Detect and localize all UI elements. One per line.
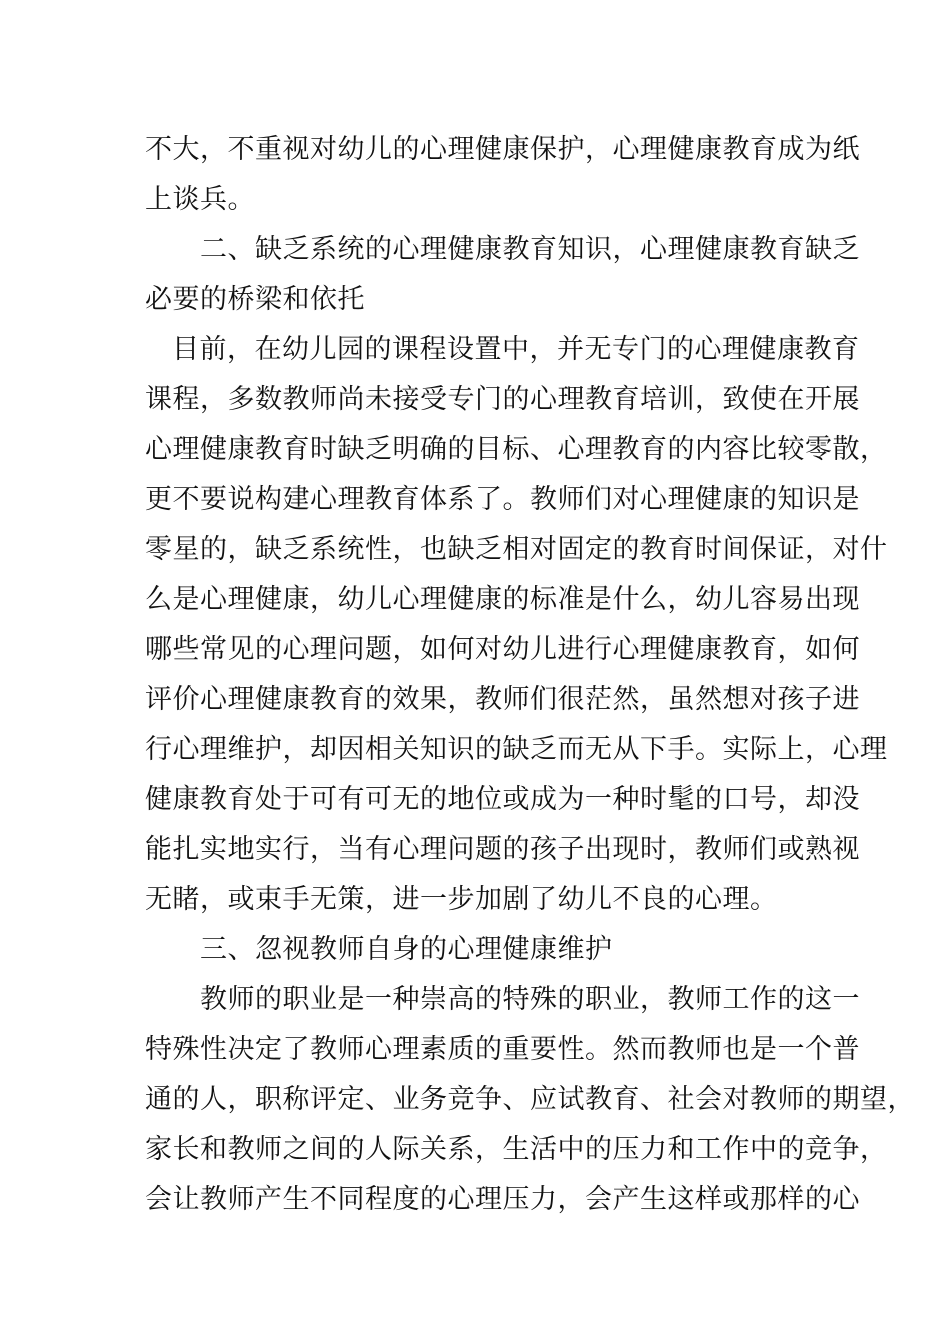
text-line: 零星的，缺乏系统性，也缺乏相对固定的教育时间保证，对什 xyxy=(145,534,888,565)
text-line: 行心理维护，却因相关知识的缺乏而无从下手。实际上，心理 xyxy=(145,734,888,765)
section-heading: 三、忽视教师自身的心理健康维护 xyxy=(200,934,613,965)
section-heading: 二、缺乏系统的心理健康教育知识，心理健康教育缺乏 xyxy=(200,234,860,265)
text-line: 能扎实地实行，当有心理问题的孩子出现时，教师们或熟视 xyxy=(145,834,860,865)
text-line: 教师的职业是一种崇高的特殊的职业，教师工作的这一 xyxy=(200,984,860,1015)
text-line: 通的人，职称评定、业务竞争、应试教育、社会对教师的期望， xyxy=(145,1084,915,1115)
text-line: 家长和教师之间的人际关系，生活中的压力和工作中的竞争， xyxy=(145,1134,888,1165)
text-line: 健康教育处于可有可无的地位或成为一种时髦的口号，却没 xyxy=(145,784,860,815)
text-line: 么是心理健康，幼儿心理健康的标准是什么，幼儿容易出现 xyxy=(145,584,860,615)
text-line: 上谈兵。 xyxy=(145,184,255,215)
text-line: 课程，多数教师尚未接受专门的心理教育培训，致使在开展 xyxy=(145,384,860,415)
text-line: 会让教师产生不同程度的心理压力，会产生这样或那样的心 xyxy=(145,1184,860,1215)
text-line: 无睹，或束手无策，进一步加剧了幼儿不良的心理。 xyxy=(145,884,778,915)
text-line: 评价心理健康教育的效果，教师们很茫然，虽然想对孩子进 xyxy=(145,684,860,715)
text-line: 不大，不重视对幼儿的心理健康保护，心理健康教育成为纸 xyxy=(145,134,860,165)
text-line: 特殊性决定了教师心理素质的重要性。然而教师也是一个普 xyxy=(145,1034,860,1065)
text-line: 更不要说构建心理教育体系了。教师们对心理健康的知识是 xyxy=(145,484,860,515)
section-heading-continued: 必要的桥梁和依托 xyxy=(145,284,365,315)
text-line: 心理健康教育时缺乏明确的目标、心理教育的内容比较零散， xyxy=(145,434,888,465)
text-line: 哪些常见的心理问题，如何对幼儿进行心理健康教育，如何 xyxy=(145,634,860,665)
text-line: 目前，在幼儿园的课程设置中，并无专门的心理健康教育 xyxy=(172,334,860,365)
